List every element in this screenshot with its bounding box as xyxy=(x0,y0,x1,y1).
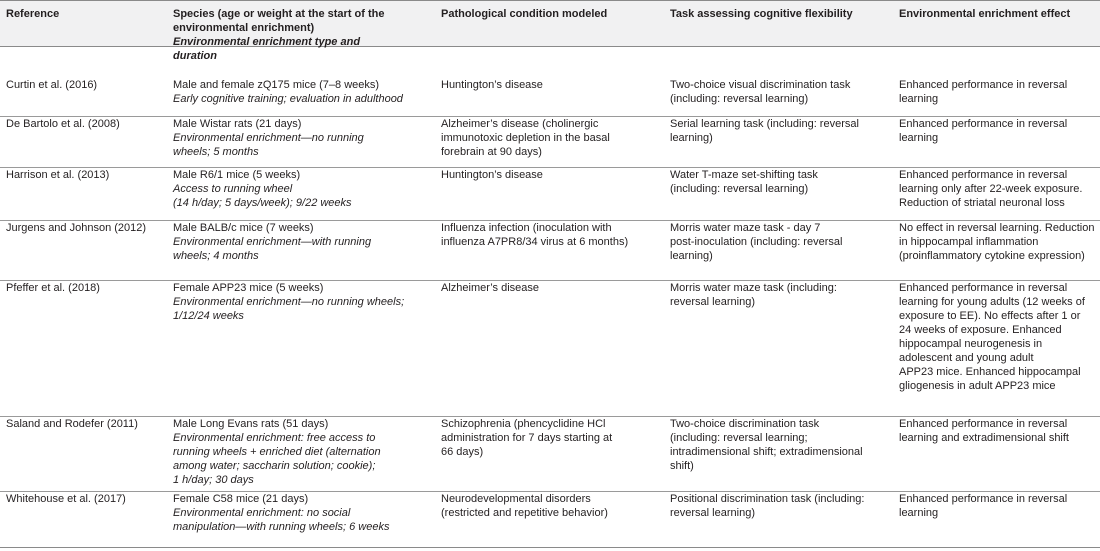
cell-effect xyxy=(899,117,1099,145)
cell-task xyxy=(670,117,890,145)
effect-line: Enhanced performance in reversal xyxy=(899,118,1068,130)
enrichment-line: among water; saccharin solution; cookie); xyxy=(173,460,376,472)
condition-line: Schizophrenia (phencyclidine HCl xyxy=(441,418,606,430)
cell-effect xyxy=(899,221,1099,263)
cell-task xyxy=(670,492,890,520)
species-line: Male and female zQ175 mice (7–8 weeks) xyxy=(173,79,380,91)
effect-line: learning only after 22-week exposure. xyxy=(899,183,1083,195)
effect-line: Reduction of striatal neuronal loss xyxy=(899,197,1065,209)
cell-effect xyxy=(899,417,1099,445)
condition-line: forebrain at 90 days) xyxy=(441,146,542,158)
enrichment-line: Environmental enrichment: no social xyxy=(173,507,351,519)
task-line: intradimensional shift; extradimensional xyxy=(670,446,863,458)
reference-text: Whitehouse et al. (2017) xyxy=(6,493,126,505)
cell-species xyxy=(173,417,433,487)
effect-line: Enhanced performance in reversal xyxy=(899,79,1068,91)
effect-line: Enhanced performance in reversal xyxy=(899,282,1068,294)
condition-line: influenza A7PR8/34 virus at 6 months) xyxy=(441,236,629,248)
cell-effect xyxy=(899,168,1099,210)
enrichment-line: (14 h/day; 5 days/week); 9/22 weeks xyxy=(173,197,352,209)
cell-condition xyxy=(441,117,661,159)
cell-condition xyxy=(441,417,661,459)
cell-task xyxy=(670,168,890,196)
reference-text: Saland and Rodefer (2011) xyxy=(6,418,138,430)
cell-reference xyxy=(6,492,156,506)
task-line: Serial learning task (including: reversal xyxy=(670,118,859,130)
header-condition: Pathological condition modeled xyxy=(441,8,608,20)
condition-line: Alzheimer’s disease (cholinergic xyxy=(441,118,599,130)
header-species: Species (age or weight at the start of the environmental enrichment) Environmental enrichment type and duration xyxy=(173,8,385,62)
header-reference: Reference xyxy=(6,8,60,20)
effect-line: (proinflammatory cytokine expression) xyxy=(899,250,1085,262)
cell-reference xyxy=(6,221,156,235)
header-task: Task assessing cognitive flexibility xyxy=(670,8,853,20)
effect-line: hippocampal neurogenesis in xyxy=(899,338,1043,350)
species-line: Male BALB/c mice (7 weeks) xyxy=(173,222,314,234)
cell-species xyxy=(173,117,433,159)
effect-line: Enhanced performance in reversal xyxy=(899,493,1068,505)
enrichment-line: wheels; 4 months xyxy=(173,250,259,262)
task-line: post-inoculation (including: reversal xyxy=(670,236,843,248)
condition-line: Influenza infection (inoculation with xyxy=(441,222,612,234)
species-line: Female APP23 mice (5 weeks) xyxy=(173,282,324,294)
reference-text: Harrison et al. (2013) xyxy=(6,169,110,181)
cell-task xyxy=(670,417,890,473)
cell-species xyxy=(173,281,433,323)
enrichment-line: 1/12/24 weeks xyxy=(173,310,244,322)
cell-reference xyxy=(6,168,156,182)
enrichment-line: manipulation—with running wheels; 6 weeks xyxy=(173,521,390,533)
effect-line: No effect in reversal learning. Reduction xyxy=(899,222,1095,234)
effect-line: learning and extradimensional shift xyxy=(899,432,1069,444)
enrichment-line: Access to running wheel xyxy=(173,183,293,195)
cell-reference xyxy=(6,117,156,131)
cell-condition xyxy=(441,168,661,182)
effect-line: in hippocampal inflammation xyxy=(899,236,1039,248)
cell-effect xyxy=(899,78,1099,106)
condition-line: 66 days) xyxy=(441,446,484,458)
condition-line: immunotoxic depletion in the basal xyxy=(441,132,610,144)
enrichment-line: Environmental enrichment—with running xyxy=(173,236,372,248)
condition-line: (restricted and repetitive behavior) xyxy=(441,507,608,519)
task-line: (including: reversal learning; xyxy=(670,432,808,444)
enrichment-line: Environmental enrichment—no running wheels; xyxy=(173,296,405,308)
reference-text: Jurgens and Johnson (2012) xyxy=(6,222,147,234)
task-line: Positional discrimination task (including: xyxy=(670,493,865,505)
task-line: Morris water maze task - day 7 xyxy=(670,222,821,234)
effect-line: APP23 mice. Enhanced hippocampal xyxy=(899,366,1081,378)
task-line: reversal learning) xyxy=(670,507,755,519)
enrichment-line: Environmental enrichment: free access to xyxy=(173,432,376,444)
cell-condition xyxy=(441,221,661,249)
cell-condition xyxy=(441,492,661,520)
task-line: Water T-maze set-shifting task xyxy=(670,169,818,181)
effect-line: 24 weeks of exposure. Enhanced xyxy=(899,324,1062,336)
effect-line: Enhanced performance in reversal xyxy=(899,418,1068,430)
cell-reference xyxy=(6,78,156,92)
species-line: Female C58 mice (21 days) xyxy=(173,493,309,505)
cell-effect xyxy=(899,281,1099,393)
reference-text: Pfeffer et al. (2018) xyxy=(6,282,100,294)
cell-effect xyxy=(899,492,1099,520)
effect-line: learning xyxy=(899,507,939,519)
cell-task xyxy=(670,78,890,106)
cell-reference xyxy=(6,417,156,431)
effect-line: Enhanced performance in reversal xyxy=(899,169,1068,181)
cell-condition xyxy=(441,78,661,92)
task-line: learning) xyxy=(670,250,713,262)
cell-reference xyxy=(6,281,156,295)
enrichment-line: 1 h/day; 30 days xyxy=(173,474,254,486)
effect-line: exposure to EE). No effects after 1 or xyxy=(899,310,1081,322)
reference-text: De Bartolo et al. (2008) xyxy=(6,118,120,130)
task-line: reversal learning) xyxy=(670,296,755,308)
cell-species xyxy=(173,221,433,263)
species-line: Male R6/1 mice (5 weeks) xyxy=(173,169,301,181)
effect-line: gliogenesis in adult APP23 mice xyxy=(899,380,1056,392)
task-line: shift) xyxy=(670,460,694,472)
effect-line: learning xyxy=(899,132,939,144)
task-line: (including: reversal learning) xyxy=(670,93,809,105)
effect-line: adolescent and young adult xyxy=(899,352,1034,364)
species-line: Male Long Evans rats (51 days) xyxy=(173,418,329,430)
task-line: Two-choice visual discrimination task xyxy=(670,79,851,91)
task-line: Two-choice discrimination task xyxy=(670,418,820,430)
condition-line: administration for 7 days starting at xyxy=(441,432,613,444)
cell-species xyxy=(173,492,433,534)
task-line: learning) xyxy=(670,132,713,144)
cell-species xyxy=(173,168,433,210)
condition-line: Alzheimer’s disease xyxy=(441,282,540,294)
enrichment-line: Early cognitive training; evaluation in adulthood xyxy=(173,93,403,105)
condition-line: Huntington’s disease xyxy=(441,79,543,91)
header-effect: Environmental enrichment effect xyxy=(899,8,1071,20)
enrichment-line: wheels; 5 months xyxy=(173,146,259,158)
cell-task xyxy=(670,281,890,309)
enrichment-line: Environmental enrichment—no running xyxy=(173,132,364,144)
condition-line: Huntington’s disease xyxy=(441,169,543,181)
cell-task xyxy=(670,221,890,263)
effect-line: learning for young adults (12 weeks of xyxy=(899,296,1085,308)
condition-line: Neurodevelopmental disorders xyxy=(441,493,591,505)
effect-line: learning xyxy=(899,93,939,105)
reference-text: Curtin et al. (2016) xyxy=(6,79,98,91)
cell-condition xyxy=(441,281,661,295)
species-line: Male Wistar rats (21 days) xyxy=(173,118,302,130)
cell-species xyxy=(173,78,433,106)
task-line: (including: reversal learning) xyxy=(670,183,809,195)
enrichment-line: running wheels + enriched diet (alternation xyxy=(173,446,381,458)
task-line: Morris water maze task (including: xyxy=(670,282,837,294)
